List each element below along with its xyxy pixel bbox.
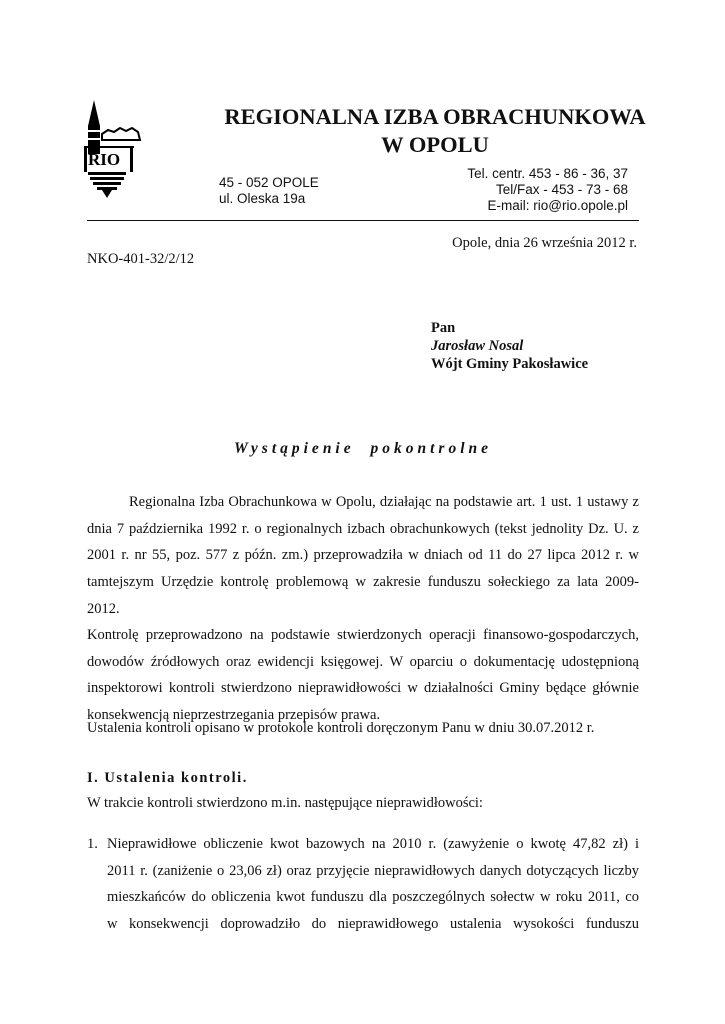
document-title: Wystąpienie pokontrolne	[233, 440, 493, 457]
intro-line: tamtejszym Urzędzie kontrolę problemową w zakresie funduszu sołeckiego za lata 2009-	[87, 574, 639, 591]
control-line: Kontrolę przeprowadzono na podstawie stwierdzonych operacji finansowo-gospodarczych,	[87, 627, 639, 643]
organization-name-line1: REGIONALNA IZBA OBRACHUNKOWA	[224, 104, 646, 129]
organization-name-line2: W OPOLU	[381, 132, 489, 157]
control-line: dowodów źródłowych oraz ewidencji księgowej. W oparciu o dokumentację udostępnioną	[87, 653, 639, 670]
list-item-line: 2011 r. (zaniżenie o 23,06 zł) oraz przyjęcie nieprawidłowych danych dotyczących liczby	[107, 862, 639, 879]
address-line1: 45 - 052 OPOLE	[219, 175, 319, 190]
reference-number: NKO-401-32/2/12	[87, 251, 195, 267]
intro-line: Regionalna Izba Obrachunkowa w Opolu, działając na podstawie art. 1 ust. 1 ustawy z	[129, 494, 639, 510]
intro-paragraph	[87, 489, 639, 622]
intro-line: 2012.	[87, 600, 120, 617]
control-line: konsekwencją nieprzestrzegania przepisów prawa.	[87, 707, 381, 724]
section-heading: I. Ustalenia kontroli.	[87, 770, 248, 786]
phone-number: Tel. centr. 453 - 86 - 36, 37	[467, 166, 628, 181]
control-line: inspektorowi kontroli stwierdzono nieprawidłowości w działalności Gminy będące głównie	[87, 680, 639, 697]
header-divider	[87, 220, 639, 221]
findings-note: Ustalenia kontroli opisano w protokole kontroli doręczonym Panu w dniu 30.07.2012 r.	[87, 720, 595, 736]
list-item-line: w konsekwencji doprowadziło do nieprawidłowego ustalenia wysokości funduszu	[107, 916, 639, 933]
list-item-line: Nieprawidłowe obliczenie kwot bazowych na 2010 r. (zawyżenie o kwotę 47,82 zł) i	[107, 836, 639, 852]
place-and-date: Opole, dnia 26 września 2012 r.	[452, 235, 637, 251]
list-item-body	[107, 831, 639, 938]
rio-logo	[78, 100, 160, 200]
list-item-number: 1.	[87, 836, 98, 852]
email-address[interactable]: E-mail: rio@rio.opole.pl	[487, 198, 628, 213]
recipient-title: Wójt Gminy Pakosławice	[431, 356, 589, 372]
fax-number: Tel/Fax - 453 - 73 - 68	[495, 182, 628, 197]
control-paragraph	[87, 622, 639, 729]
intro-line: 2001 r. nr 55, poz. 577 z późn. zm.) przeprowadziła w dniach od 11 do 27 lipca 2012 r. w	[87, 547, 639, 564]
address-line2: ul. Oleska 19a	[219, 191, 306, 206]
recipient-salutation: Pan	[431, 320, 456, 336]
logo-text: RIO	[88, 150, 121, 169]
intro-line: dnia 7 października 1992 r. o regionalnych izbach obrachunkowych (tekst jednolity Dz. U. z	[87, 520, 639, 537]
recipient-name: Jarosław Nosal	[431, 338, 524, 354]
section-intro: W trakcie kontroli stwierdzono m.in. następujące nieprawidłowości:	[87, 795, 483, 811]
list-item-line: mieszkańców do obliczenia kwot funduszu dla poszczególnych sołectw w roku 2011, co	[107, 889, 639, 906]
